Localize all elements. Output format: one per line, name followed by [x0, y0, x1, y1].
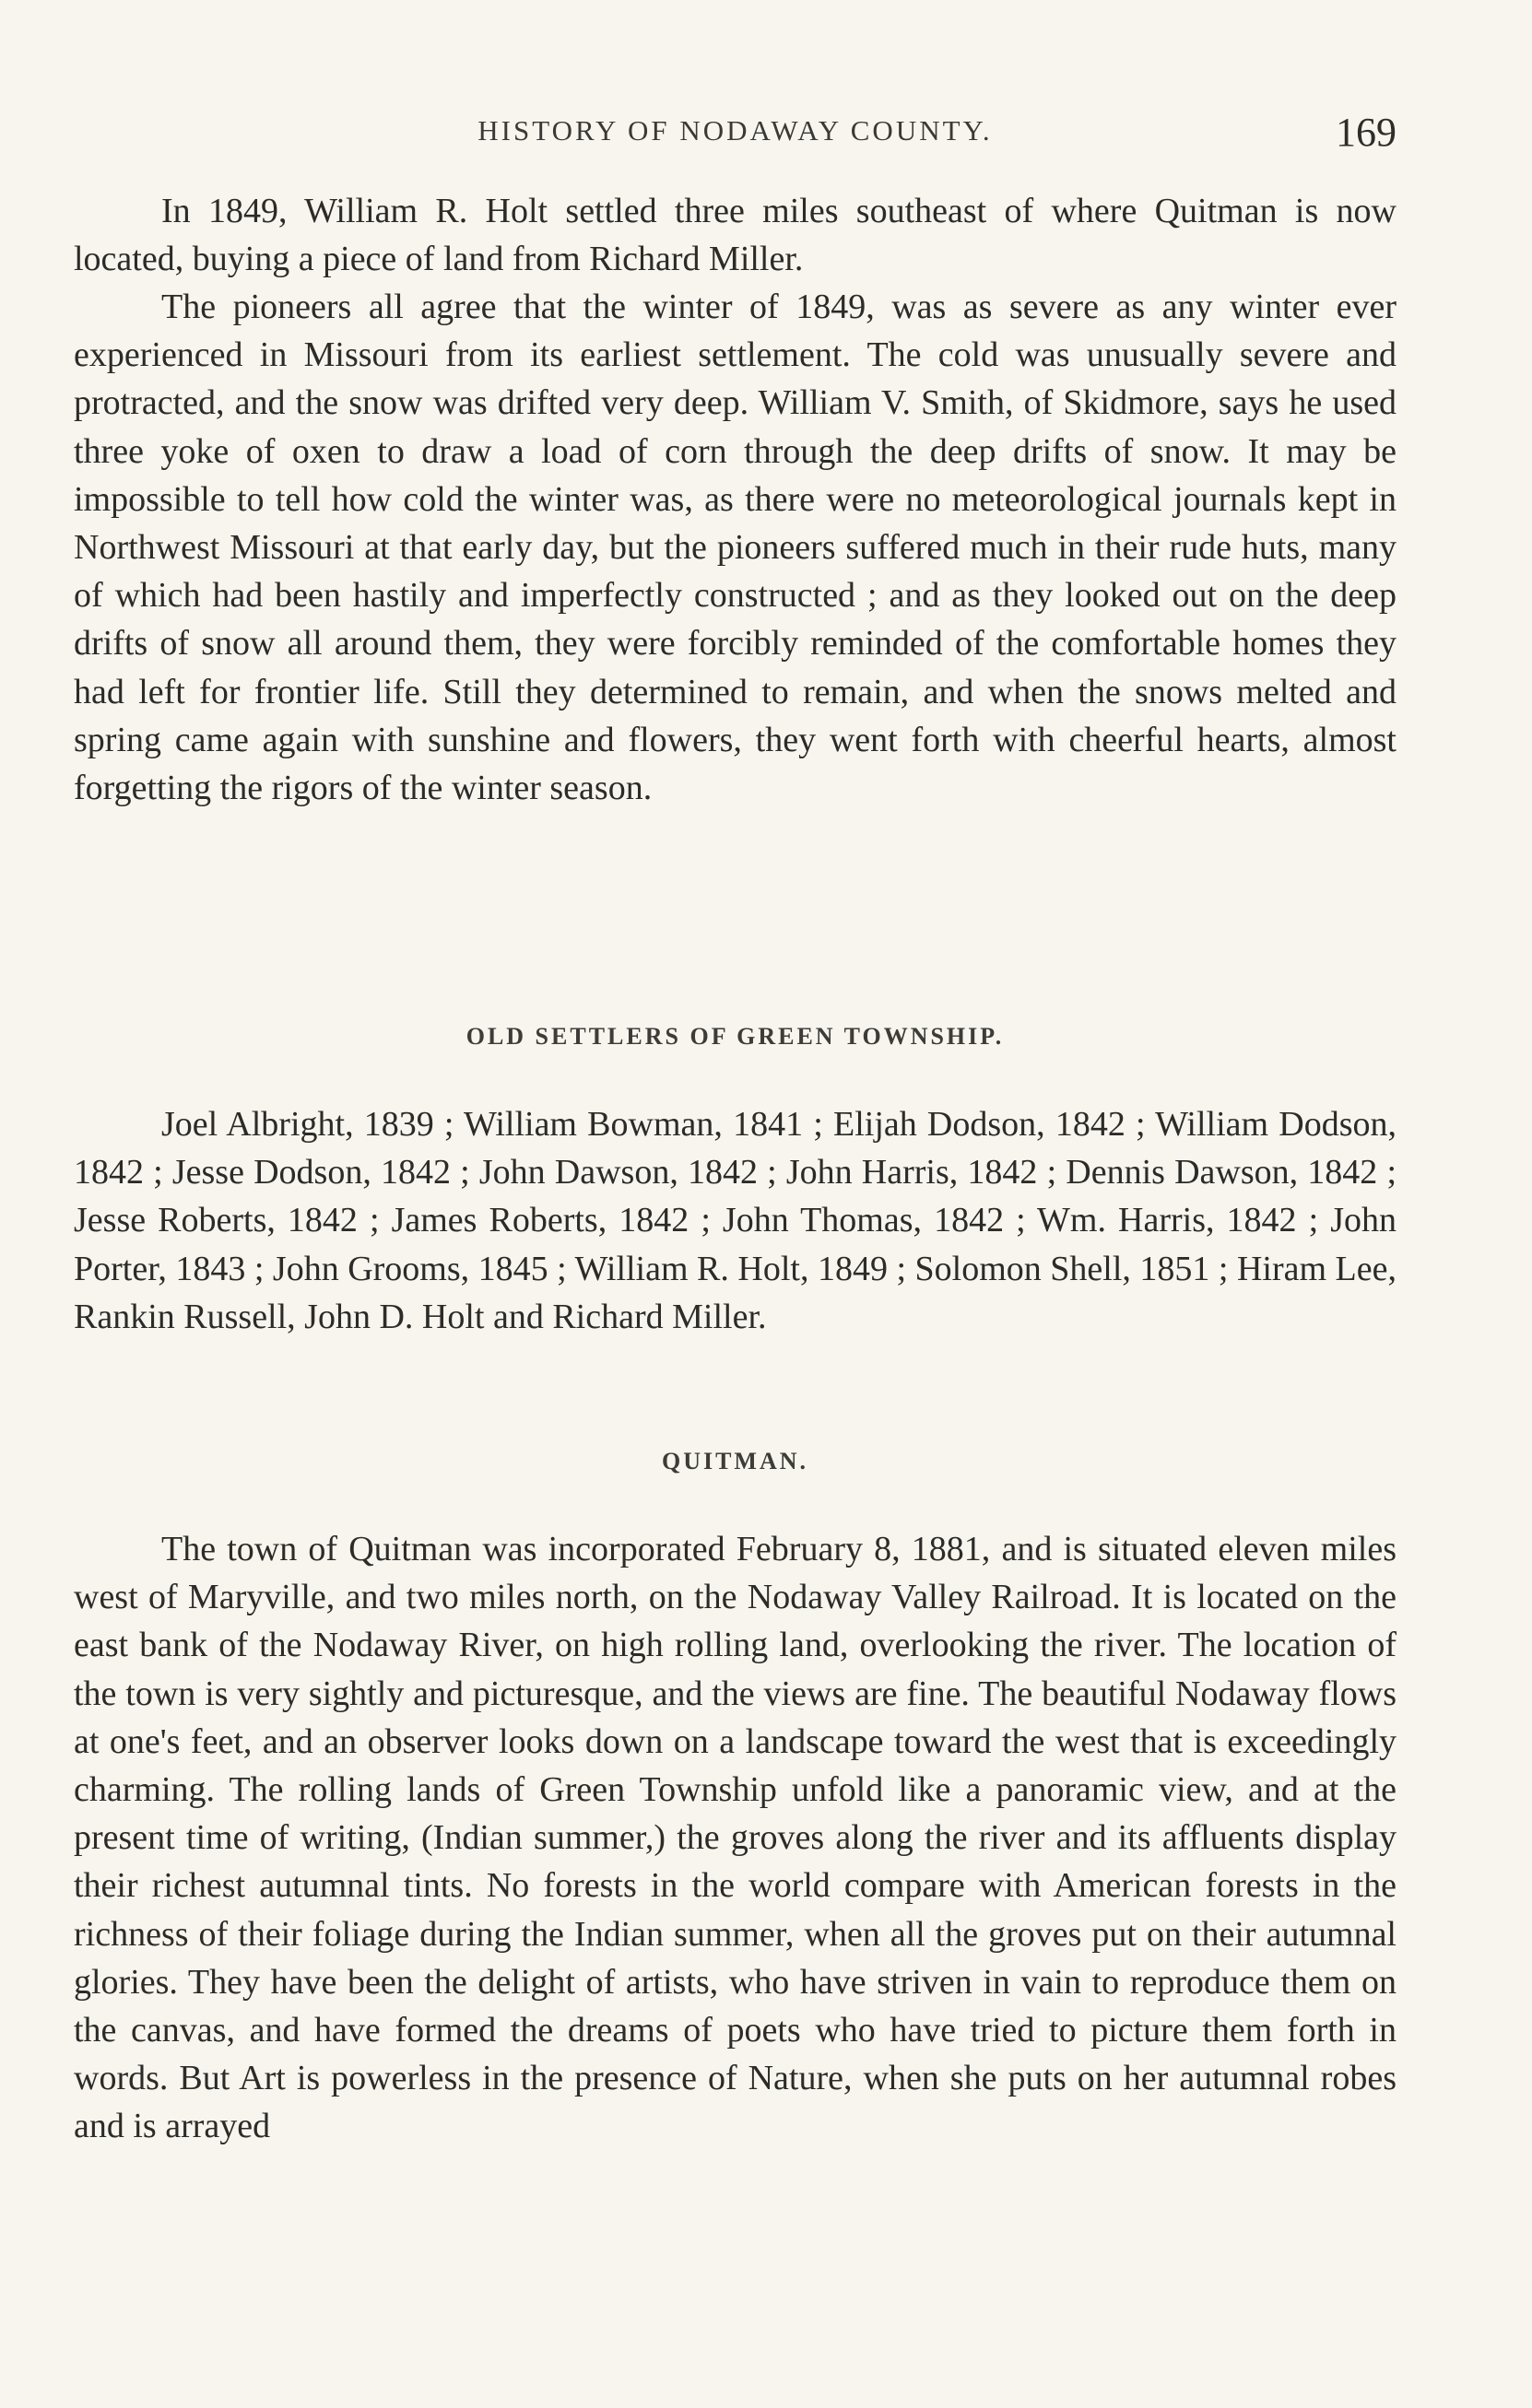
paragraph-quitman-town: The town of Quitman was incorporated February 8, 1881, and is situated eleven miles west of Maryville, and two miles north, on the Nodaway Valley Railroad. It is located on the east bank of the Nodaway River, on high rolling land, overlooking the river. The location of the town is very sightly and picturesque, and the views are fine. The beautiful Nodaway flows at one's feet, and an observer looks down on a landscape toward the west that is exceedingly charming. The rolling lands of Green Township unfold like a panoramic view, and at the present time of writing, (Indian summer,) the groves along the river and its affluents display their richest autumnal tints. No forests in the world compare with American forests in the richness of their foliage during the Indian summer, when all the groves put on their autumnal glories. They have been the delight of artists, who have striven in vain to reproduce them on the canvas, and have formed the dreams of poets who have tried to picture them forth in words. But Art is powerless in the presence of Nature, when she puts on her autumnal robes and is arrayed [74, 1530, 1396, 2146]
running-title: HISTORY OF NODAWAY COUNTY. [477, 114, 993, 147]
running-header [74, 109, 1396, 164]
page-number: 169 [1336, 110, 1396, 155]
heading-quitman: QUITMAN. [661, 1448, 809, 1474]
paragraph-holt-settlement: In 1849, William R. Holt settled three miles southeast of where Quitman is now located, buying a piece of land from Richard Miller. [74, 192, 1396, 279]
heading-old-settlers: OLD SETTLERS OF GREEN TOWNSHIP. [465, 1023, 1005, 1050]
paragraph-winter-1849: The pioneers all agree that the winter of 1849, was as severe as any winter ever experienced in Missouri from its earliest settlement. The cold was unusually severe and protracted, and the snow was drifted very deep. William V. Smith, of Skidmore, says he used three yoke of oxen to draw a load of corn through the deep drifts of snow. It may be impossible to tell how cold the winter was, as there were no meteorological journals kept in Northwest Missouri at that early day, but the pioneers suffered much in their rude huts, many of which had been hastily and imperfectly constructed ; and as they looked out on the deep drifts of snow all around them, they were forcibly reminded of the comfortable homes they had left for frontier life. Still they determined to remain, and when the snows melted and spring came again with sunshine and flowers, they went forth with cheerful hearts, almost forgetting the rigors of the winter season. [74, 288, 1396, 808]
paragraph-settlers-list: Joel Albright, 1839 ; William Bowman, 1841 ; Elijah Dodson, 1842 ; William Dodson, 1842 ; Jesse Dodson, 1842 ; John Dawson, 1842 ; John Harris, 1842 ; Dennis Dawson, 1842 ; Jesse Roberts, 1842 ; James Roberts, 1842 ; John Thomas, 1842 ; Wm. Harris, 1842 ; John Porter, 1843 ; John Grooms, 1845 ; William R. Holt, 1849 ; Solomon Shell, 1851 ; Hiram Lee, Rankin Russell, John D. Holt and Richard Miller. [74, 1105, 1396, 1336]
